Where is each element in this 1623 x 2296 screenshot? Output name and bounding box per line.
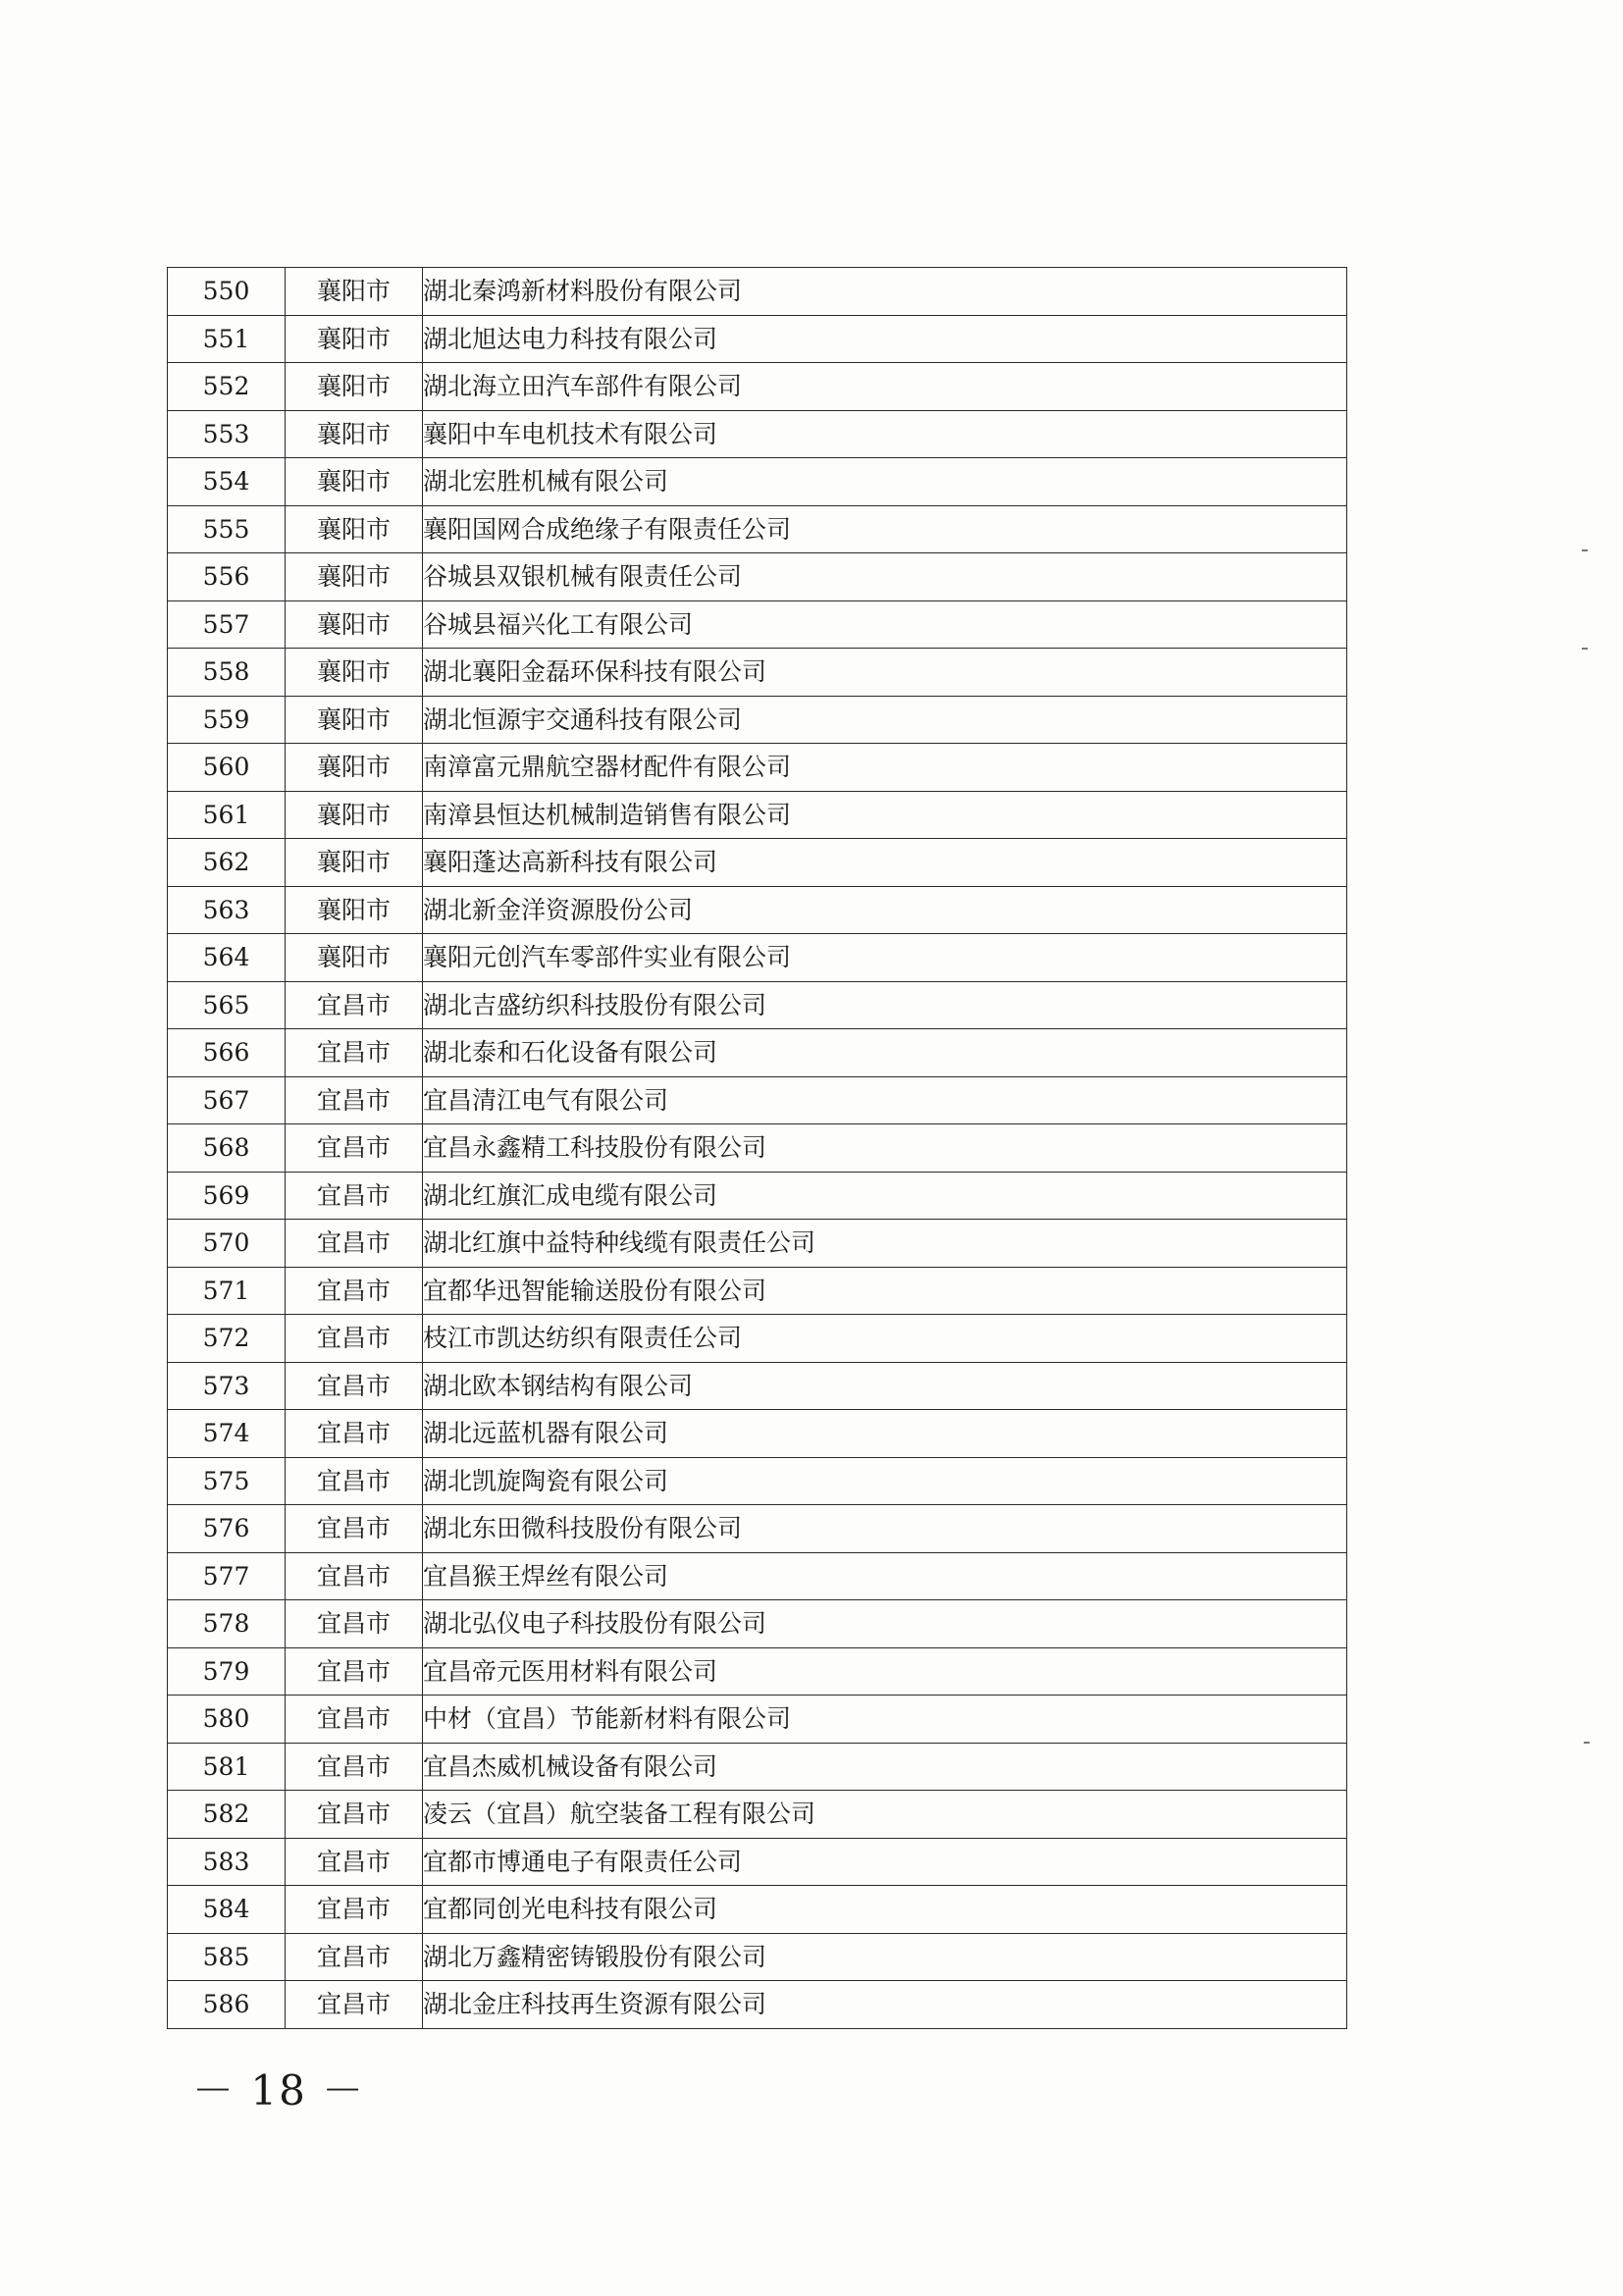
table-row (168, 744, 1347, 792)
scan-mark (1582, 549, 1588, 551)
row-city: 宜昌市 (286, 1362, 423, 1410)
table-row (168, 1315, 1347, 1363)
row-city: 宜昌市 (286, 1315, 423, 1363)
row-number: 584 (168, 1886, 286, 1934)
row-number: 576 (168, 1505, 286, 1553)
row-city: 宜昌市 (286, 1600, 423, 1648)
table-row (168, 981, 1347, 1029)
row-city: 宜昌市 (286, 1029, 423, 1077)
row-city: 襄阳市 (286, 458, 423, 506)
row-company-name: 襄阳中车电机技术有限公司 (423, 410, 1347, 458)
row-company-name: 湖北远蓝机器有限公司 (423, 1410, 1347, 1458)
scan-mark (1582, 648, 1588, 650)
table-row (168, 410, 1347, 458)
row-number: 582 (168, 1791, 286, 1839)
table-row (168, 1505, 1347, 1553)
row-company-name: 南漳富元鼎航空器材配件有限公司 (423, 744, 1347, 792)
table-row (168, 600, 1347, 649)
page-number: － 18 － (192, 2066, 366, 2114)
row-company-name: 襄阳国网合成绝缘子有限责任公司 (423, 505, 1347, 553)
row-number: 580 (168, 1696, 286, 1744)
row-company-name: 宜都华迅智能输送股份有限公司 (423, 1267, 1347, 1315)
row-number: 573 (168, 1362, 286, 1410)
table-row (168, 1220, 1347, 1268)
row-city: 襄阳市 (286, 363, 423, 411)
row-company-name: 谷城县双银机械有限责任公司 (423, 553, 1347, 601)
row-city: 宜昌市 (286, 1933, 423, 1981)
row-number: 585 (168, 1933, 286, 1981)
row-company-name: 湖北欧本钢结构有限公司 (423, 1362, 1347, 1410)
table-row (168, 1172, 1347, 1220)
row-number: 581 (168, 1743, 286, 1791)
row-number: 551 (168, 315, 286, 363)
row-number: 555 (168, 505, 286, 553)
row-number: 571 (168, 1267, 286, 1315)
row-company-name: 湖北恒源宇交通科技有限公司 (423, 696, 1347, 744)
row-company-name: 宜都市博通电子有限责任公司 (423, 1838, 1347, 1886)
row-city: 宜昌市 (286, 981, 423, 1029)
row-city: 襄阳市 (286, 744, 423, 792)
row-company-name: 襄阳元创汽车零部件实业有限公司 (423, 934, 1347, 982)
row-number: 578 (168, 1600, 286, 1648)
row-number: 577 (168, 1552, 286, 1600)
row-company-name: 湖北旭达电力科技有限公司 (423, 315, 1347, 363)
table-row (168, 1838, 1347, 1886)
row-city: 宜昌市 (286, 1981, 423, 2029)
row-company-name: 南漳县恒达机械制造销售有限公司 (423, 791, 1347, 839)
table-row (168, 1696, 1347, 1744)
row-number: 553 (168, 410, 286, 458)
row-city: 襄阳市 (286, 934, 423, 982)
table-row (168, 791, 1347, 839)
row-company-name: 湖北泰和石化设备有限公司 (423, 1029, 1347, 1077)
table-row (168, 1981, 1347, 2029)
row-company-name: 宜昌杰威机械设备有限公司 (423, 1743, 1347, 1791)
row-city: 襄阳市 (286, 791, 423, 839)
table-row (168, 934, 1347, 982)
row-number: 566 (168, 1029, 286, 1077)
row-company-name: 湖北红旗中益特种线缆有限责任公司 (423, 1220, 1347, 1268)
row-number: 563 (168, 886, 286, 934)
table-row (168, 1791, 1347, 1839)
table-row (168, 1029, 1347, 1077)
row-number: 568 (168, 1124, 286, 1173)
table-row (168, 268, 1347, 316)
table-row (168, 1743, 1347, 1791)
table-row (168, 886, 1347, 934)
row-number: 565 (168, 981, 286, 1029)
row-number: 586 (168, 1981, 286, 2029)
row-number: 579 (168, 1647, 286, 1696)
table-row (168, 1124, 1347, 1173)
row-city: 宜昌市 (286, 1791, 423, 1839)
row-company-name: 湖北弘仪电子科技股份有限公司 (423, 1600, 1347, 1648)
row-city: 宜昌市 (286, 1076, 423, 1124)
enterprise-list-table (167, 267, 1347, 2029)
row-city: 宜昌市 (286, 1838, 423, 1886)
table-row (168, 1552, 1347, 1600)
row-number: 552 (168, 363, 286, 411)
table-row (168, 696, 1347, 744)
row-company-name: 湖北吉盛纺织科技股份有限公司 (423, 981, 1347, 1029)
row-city: 宜昌市 (286, 1124, 423, 1173)
row-company-name: 湖北海立田汽车部件有限公司 (423, 363, 1347, 411)
row-number: 557 (168, 600, 286, 649)
row-company-name: 湖北金庄科技再生资源有限公司 (423, 1981, 1347, 2029)
row-company-name: 襄阳蓬达高新科技有限公司 (423, 839, 1347, 887)
row-company-name: 枝江市凯达纺织有限责任公司 (423, 1315, 1347, 1363)
table-row (168, 315, 1347, 363)
row-city: 襄阳市 (286, 600, 423, 649)
table-row (168, 649, 1347, 697)
row-city: 宜昌市 (286, 1457, 423, 1505)
row-number: 561 (168, 791, 286, 839)
table-row (168, 1267, 1347, 1315)
row-company-name: 中材（宜昌）节能新材料有限公司 (423, 1696, 1347, 1744)
table-body (168, 268, 1347, 2029)
row-company-name: 谷城县福兴化工有限公司 (423, 600, 1347, 649)
row-city: 襄阳市 (286, 315, 423, 363)
row-city: 宜昌市 (286, 1886, 423, 1934)
table-row (168, 1600, 1347, 1648)
table-row (168, 1076, 1347, 1124)
row-city: 宜昌市 (286, 1172, 423, 1220)
row-company-name: 湖北凯旋陶瓷有限公司 (423, 1457, 1347, 1505)
table-row (168, 505, 1347, 553)
row-number: 567 (168, 1076, 286, 1124)
row-number: 559 (168, 696, 286, 744)
row-city: 宜昌市 (286, 1220, 423, 1268)
table-row (168, 1933, 1347, 1981)
row-city: 襄阳市 (286, 268, 423, 316)
row-company-name: 湖北宏胜机械有限公司 (423, 458, 1347, 506)
table-row (168, 1886, 1347, 1934)
row-company-name: 凌云（宜昌）航空装备工程有限公司 (423, 1791, 1347, 1839)
row-number: 554 (168, 458, 286, 506)
table-row (168, 363, 1347, 411)
row-city: 宜昌市 (286, 1552, 423, 1600)
row-number: 550 (168, 268, 286, 316)
table-row (168, 839, 1347, 887)
row-number: 574 (168, 1410, 286, 1458)
row-city: 襄阳市 (286, 696, 423, 744)
row-company-name: 宜昌永鑫精工科技股份有限公司 (423, 1124, 1347, 1173)
row-company-name: 宜昌清江电气有限公司 (423, 1076, 1347, 1124)
table-row (168, 553, 1347, 601)
row-number: 569 (168, 1172, 286, 1220)
row-city: 宜昌市 (286, 1696, 423, 1744)
table-row (168, 1362, 1347, 1410)
row-number: 562 (168, 839, 286, 887)
row-city: 宜昌市 (286, 1505, 423, 1553)
row-company-name: 湖北秦鸿新材料股份有限公司 (423, 268, 1347, 316)
row-number: 558 (168, 649, 286, 697)
row-number: 564 (168, 934, 286, 982)
row-number: 556 (168, 553, 286, 601)
row-number: 560 (168, 744, 286, 792)
table-row (168, 1647, 1347, 1696)
row-number: 572 (168, 1315, 286, 1363)
table-row (168, 1410, 1347, 1458)
table-row (168, 458, 1347, 506)
scan-mark (1584, 1742, 1590, 1744)
row-city: 襄阳市 (286, 553, 423, 601)
row-city: 襄阳市 (286, 505, 423, 553)
row-city: 宜昌市 (286, 1647, 423, 1696)
row-company-name: 湖北新金洋资源股份公司 (423, 886, 1347, 934)
table-row (168, 1457, 1347, 1505)
row-number: 583 (168, 1838, 286, 1886)
row-city: 襄阳市 (286, 839, 423, 887)
row-city: 宜昌市 (286, 1410, 423, 1458)
row-city: 宜昌市 (286, 1267, 423, 1315)
row-company-name: 宜都同创光电科技有限公司 (423, 1886, 1347, 1934)
row-city: 襄阳市 (286, 649, 423, 697)
row-company-name: 湖北万鑫精密铸锻股份有限公司 (423, 1933, 1347, 1981)
row-company-name: 湖北襄阳金磊环保科技有限公司 (423, 649, 1347, 697)
row-company-name: 宜昌帝元医用材料有限公司 (423, 1647, 1347, 1696)
row-number: 570 (168, 1220, 286, 1268)
row-city: 襄阳市 (286, 410, 423, 458)
row-company-name: 宜昌猴王焊丝有限公司 (423, 1552, 1347, 1600)
row-company-name: 湖北红旗汇成电缆有限公司 (423, 1172, 1347, 1220)
row-number: 575 (168, 1457, 286, 1505)
row-city: 宜昌市 (286, 1743, 423, 1791)
row-company-name: 湖北东田微科技股份有限公司 (423, 1505, 1347, 1553)
row-city: 襄阳市 (286, 886, 423, 934)
